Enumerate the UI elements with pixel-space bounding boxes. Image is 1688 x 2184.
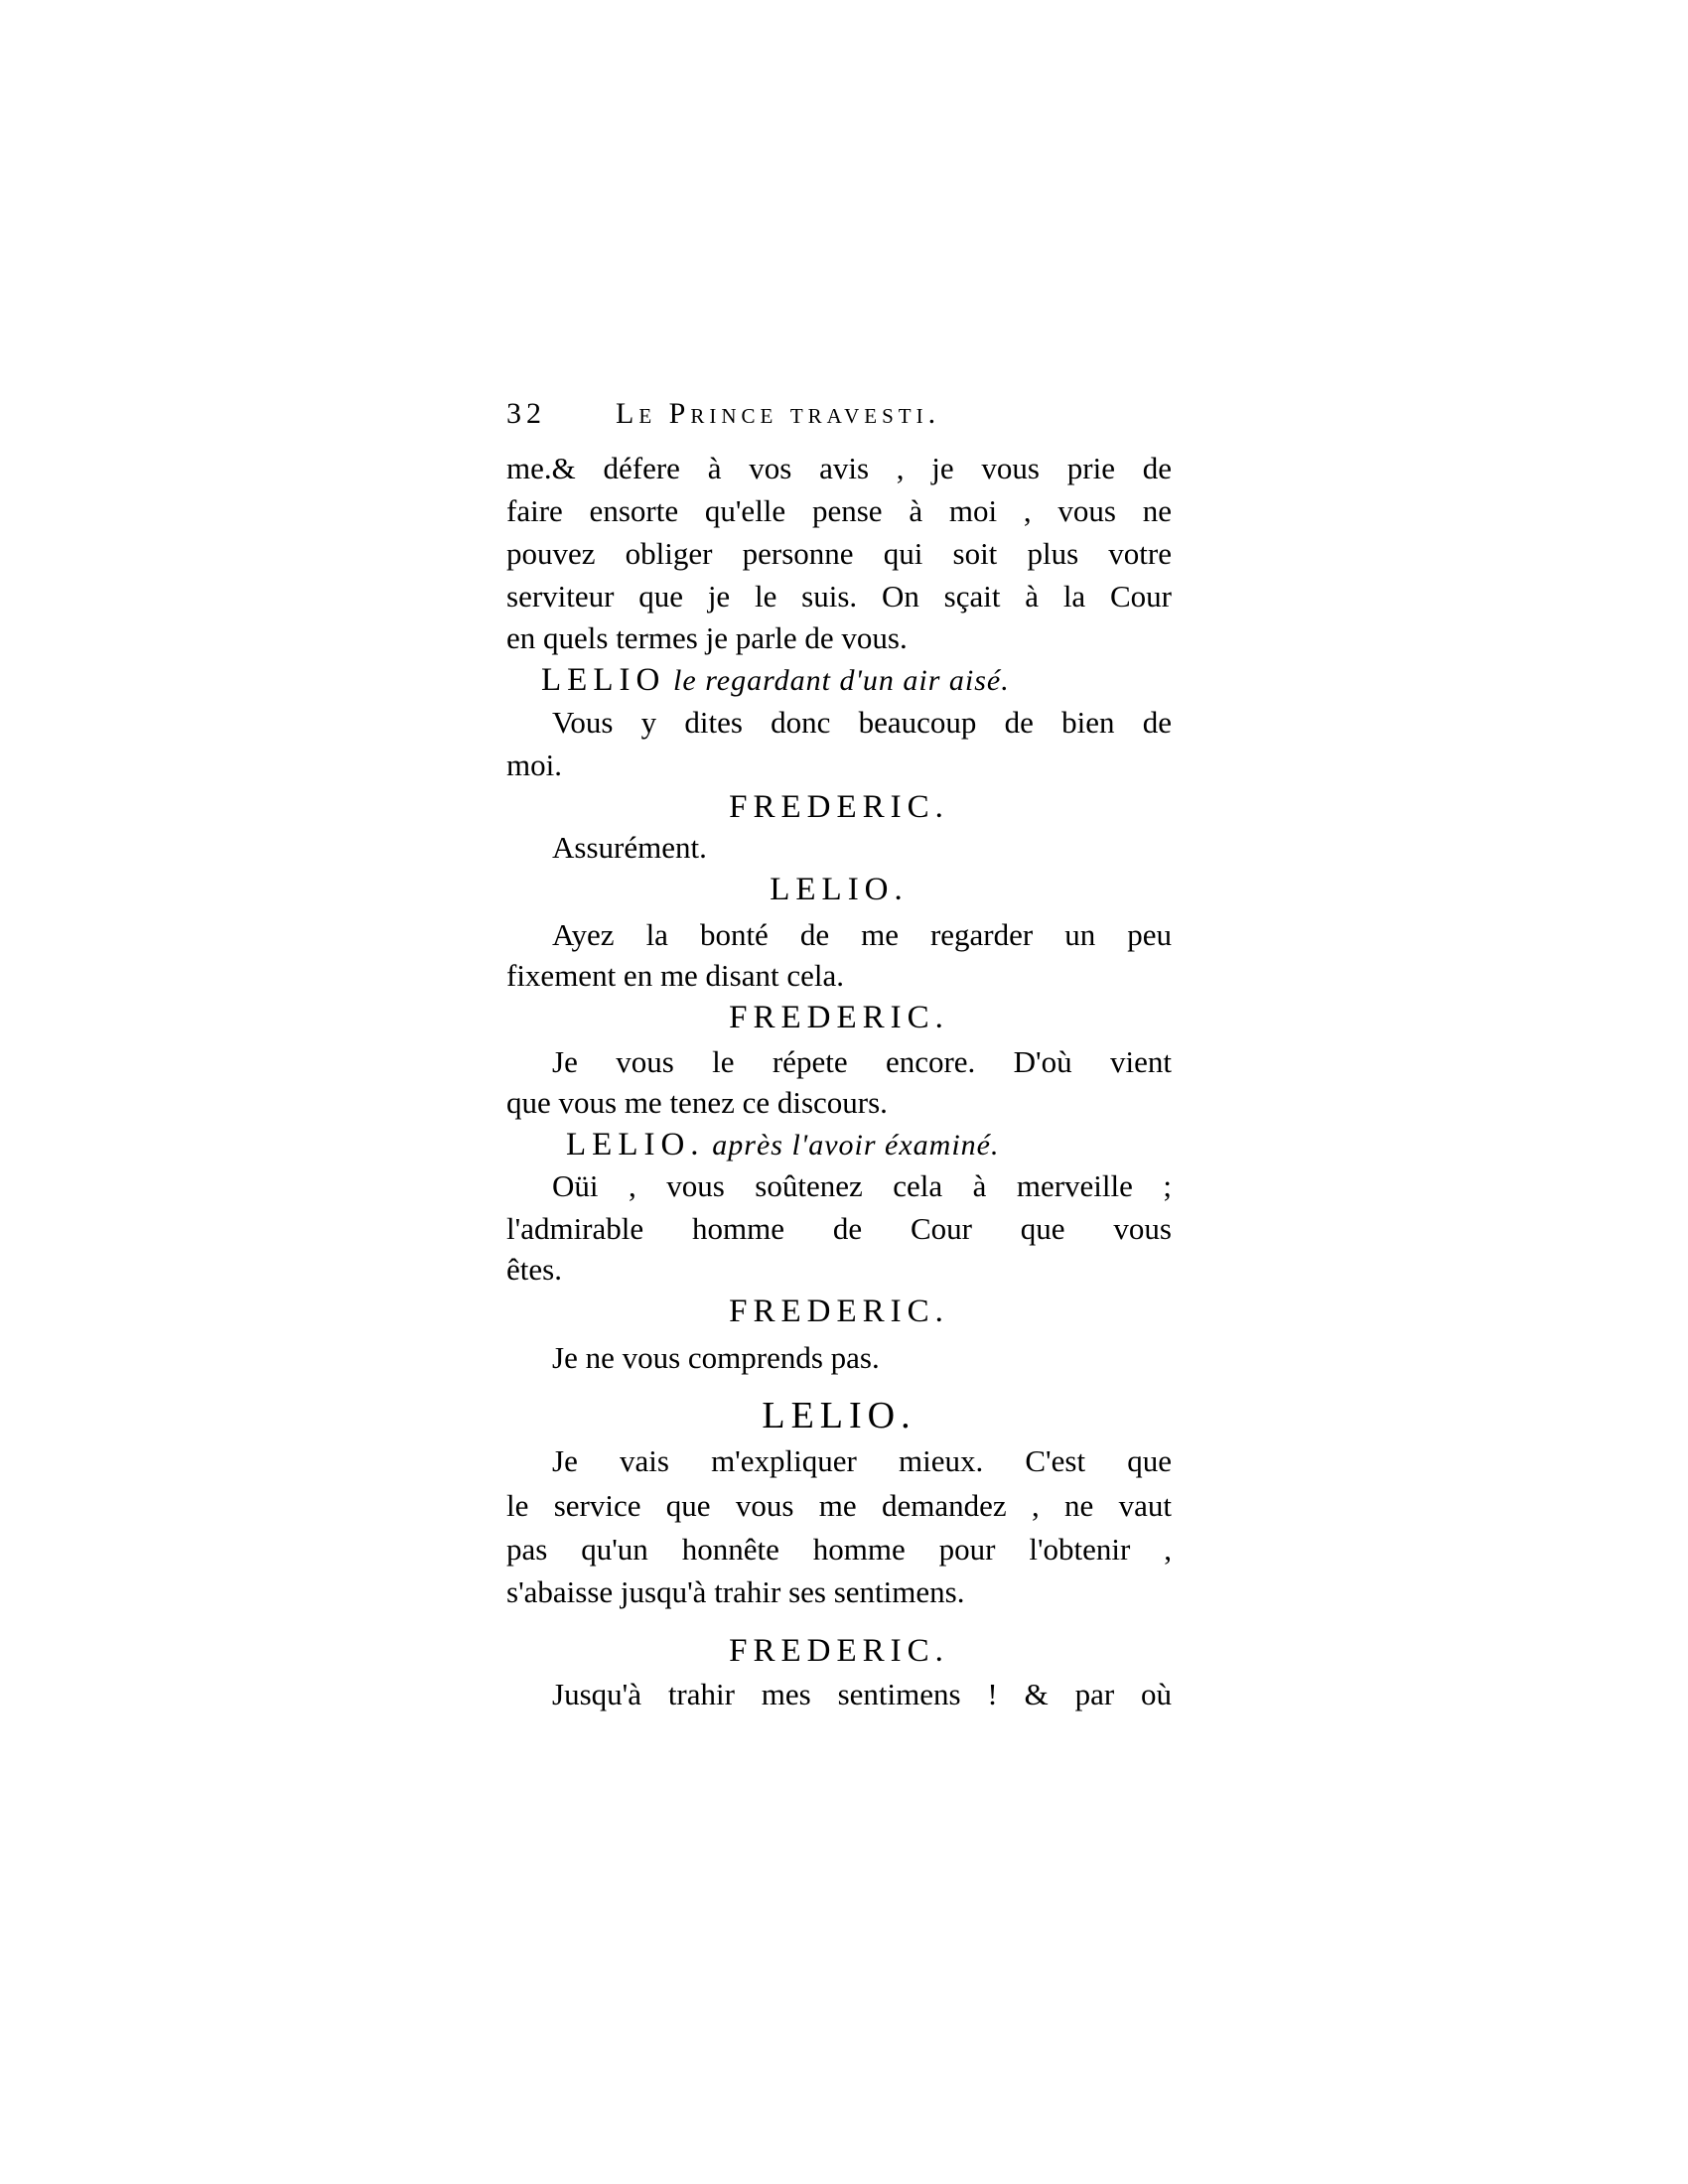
text-line: êtes. xyxy=(506,1252,562,1287)
text-line: pas qu'un honnête homme pour l'obtenir , xyxy=(506,1532,1172,1567)
stage-direction xyxy=(541,659,1206,701)
text-line: Je vous le répete encore. D'où vient xyxy=(552,1044,1172,1079)
speaker-heading: FREDERIC. xyxy=(729,1000,949,1035)
direction-text: après l'avoir éxaminé. xyxy=(712,1129,1000,1161)
text-line: Oüi , vous soûtenez cela à merveille ; xyxy=(552,1168,1172,1203)
stage-direction xyxy=(566,1124,1231,1165)
text-line: Vous y dites donc beaucoup de bien de xyxy=(552,705,1172,740)
text-line: faire ensorte qu'elle pense à moi , vous ne xyxy=(506,493,1172,528)
text-line: me.& défere à vos avis , je vous prie de xyxy=(506,451,1172,485)
direction-text: le regardant d'un air aisé. xyxy=(673,664,1010,697)
text-line: Ayez la bonté de me regarder un peu xyxy=(552,917,1172,952)
speaker-heading: LELIO. xyxy=(770,872,909,907)
text-line: Jusqu'à trahir mes sentimens ! & par où xyxy=(552,1677,1172,1711)
text-line: en quels termes je parle de vous. xyxy=(506,620,908,655)
text-line: pouvez obliger personne qui soit plus votre xyxy=(506,536,1172,571)
text-line: moi. xyxy=(506,748,562,782)
text-line: fixement en me disant cela. xyxy=(506,958,845,993)
running-title: Le Prince travesti. xyxy=(616,397,941,430)
speaker-heading: FREDERIC. xyxy=(729,789,949,825)
text-line: le service que vous me demandez , ne vaut xyxy=(506,1488,1172,1523)
speaker-heading: FREDERIC. xyxy=(729,1294,949,1329)
text-line: l'admirable homme de Cour que vous xyxy=(506,1211,1172,1246)
speaker-name: LELIO xyxy=(541,662,666,698)
speaker-name: LELIO. xyxy=(566,1127,705,1162)
speaker-heading: FREDERIC. xyxy=(729,1633,949,1669)
text-line: Je vais m'expliquer mieux. C'est que xyxy=(552,1443,1172,1478)
text-line: s'abaisse jusqu'à trahir ses sentimens. xyxy=(506,1574,965,1609)
text-line: serviteur que je le suis. On sçait à la Cour xyxy=(506,579,1172,614)
text-line: Assurément. xyxy=(552,830,707,865)
speaker-heading: LELIO. xyxy=(762,1395,916,1436)
text-line: que vous me tenez ce discours. xyxy=(506,1085,888,1120)
page-number: 32 xyxy=(506,397,546,430)
text-line: Je ne vous comprends pas. xyxy=(552,1340,880,1375)
